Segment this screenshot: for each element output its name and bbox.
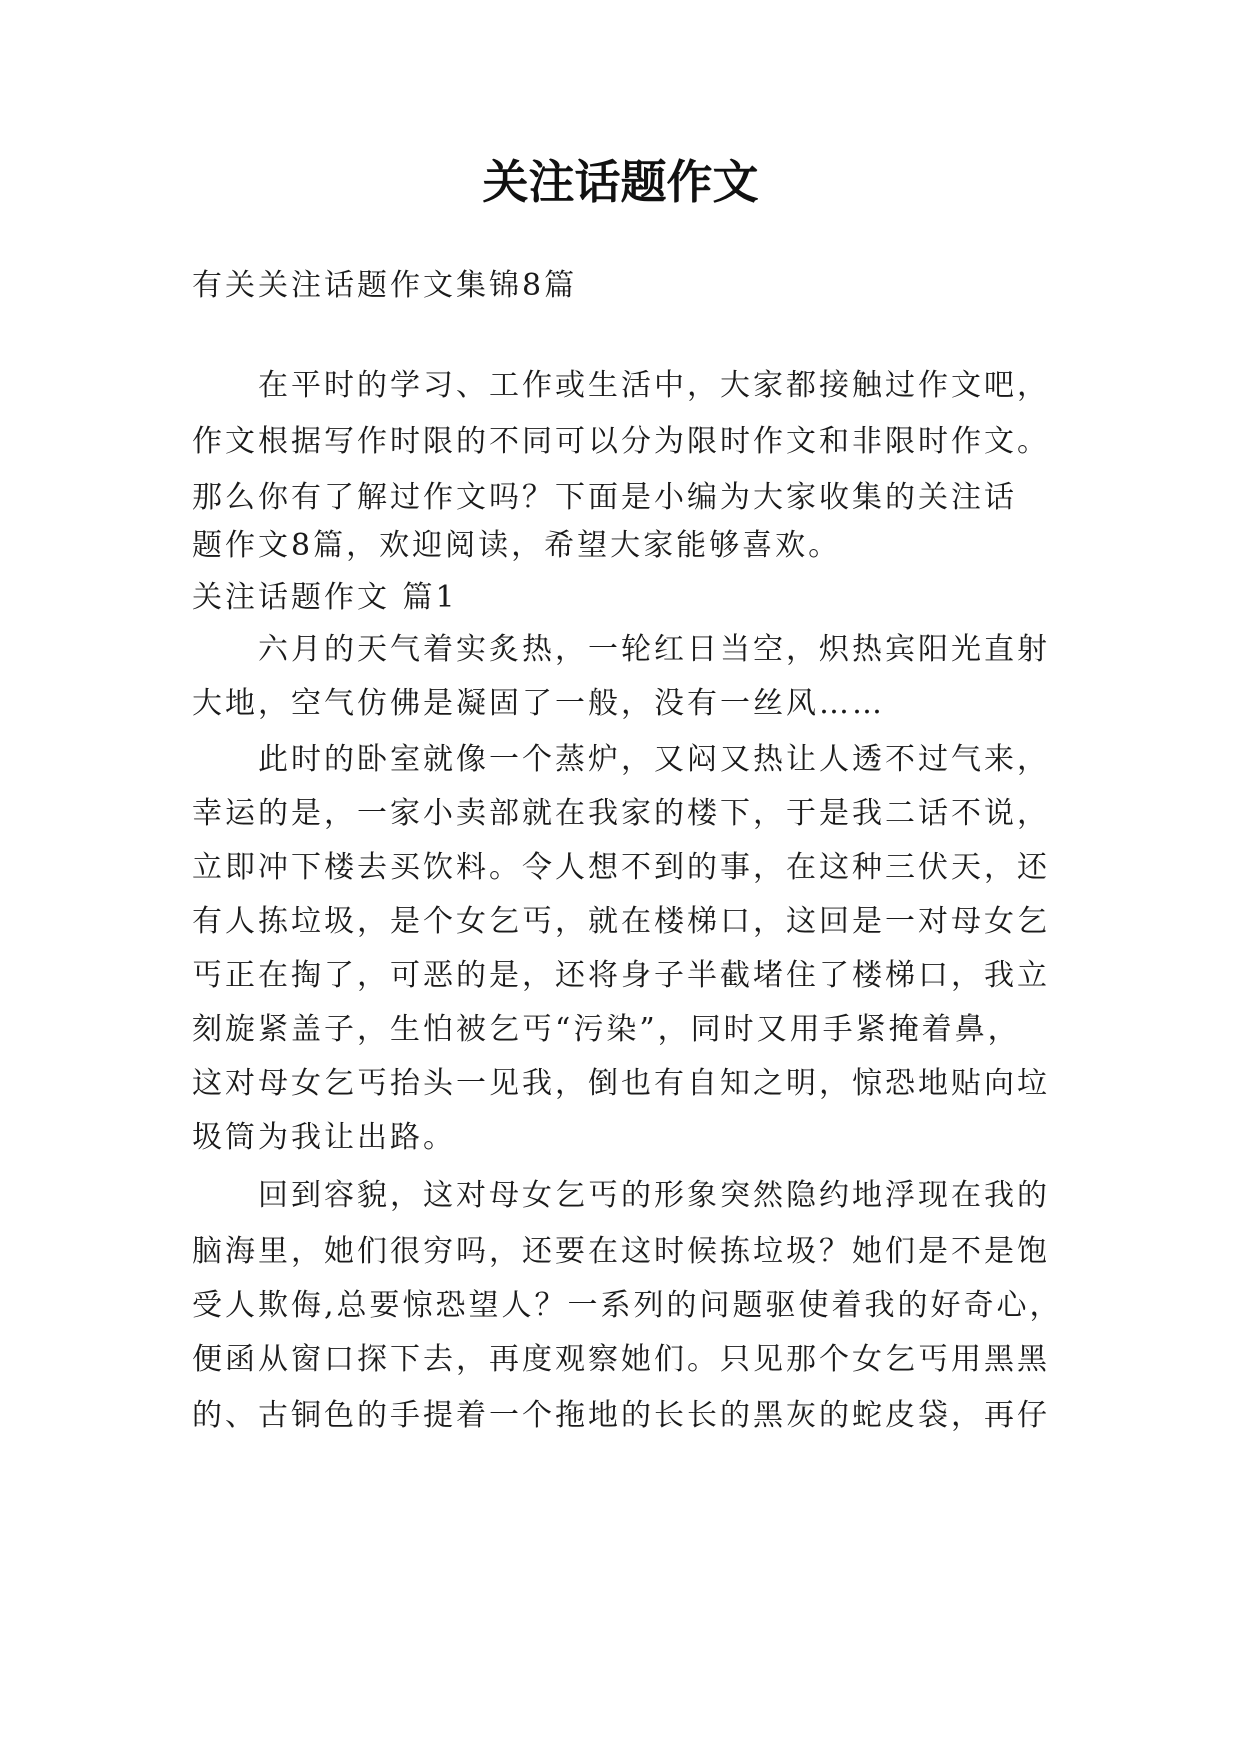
body-line: 这对母女乞丐抬头一见我，倒也有自知之明，惊恐地贴向垃 <box>192 1066 1050 1101</box>
body-line: 便函从窗口探下去，再度观察她们。只见那个女乞丐用黑黑 <box>192 1342 1050 1377</box>
body-line: 脑海里，她们很穷吗，还要在这时候拣垃圾？她们是不是饱 <box>192 1234 1050 1269</box>
intro-line: 那么你有了解过作文吗？下面是小编为大家收集的关注话 <box>192 480 1017 515</box>
body-line: 有人拣垃圾，是个女乞丐，就在楼梯口，这回是一对母女乞 <box>192 904 1050 939</box>
body-line: 大地，空气仿佛是凝固了一般，没有一丝风…… <box>192 686 885 721</box>
body-line: 此时的卧室就像一个蒸炉，又闷又热让人透不过气来， <box>258 742 1050 777</box>
page-title: 关注话题作文 <box>482 155 759 209</box>
body-line: 六月的天气着实炙热，一轮红日当空，炽热宾阳光直射 <box>258 632 1050 667</box>
body-line: 回到容貌，这对母女乞丐的形象突然隐约地浮现在我的 <box>258 1178 1050 1213</box>
intro-line: 在平时的学习、工作或生活中，大家都接触过作文吧， <box>258 368 1050 403</box>
body-line: 受人欺侮,总要惊恐望人？一系列的问题驱使着我的好奇心， <box>192 1288 1063 1323</box>
intro-line: 题作文8篇，欢迎阅读，希望大家能够喜欢。 <box>192 528 842 563</box>
subtitle: 有关关注话题作文集锦8篇 <box>192 268 578 303</box>
body-line: 的、古铜色的手提着一个拖地的长长的黑灰的蛇皮袋，再仔 <box>192 1398 1050 1433</box>
body-line: 幸运的是，一家小卖部就在我家的楼下，于是我二话不说， <box>192 796 1050 831</box>
body-line: 刻旋紧盖子，生怕被乞丐“污染”，同时又用手紧掩着鼻， <box>192 1012 1021 1047</box>
body-line: 丐正在掏了，可恶的是，还将身子半截堵住了楼梯口，我立 <box>192 958 1050 993</box>
body-line: 圾筒为我让出路。 <box>192 1120 456 1155</box>
intro-line: 作文根据写作时限的不同可以分为限时作文和非限时作文。 <box>192 424 1050 459</box>
body-line: 立即冲下楼去买饮料。令人想不到的事，在这种三伏天，还 <box>192 850 1050 885</box>
section-heading: 关注话题作文 篇1 <box>192 580 458 615</box>
